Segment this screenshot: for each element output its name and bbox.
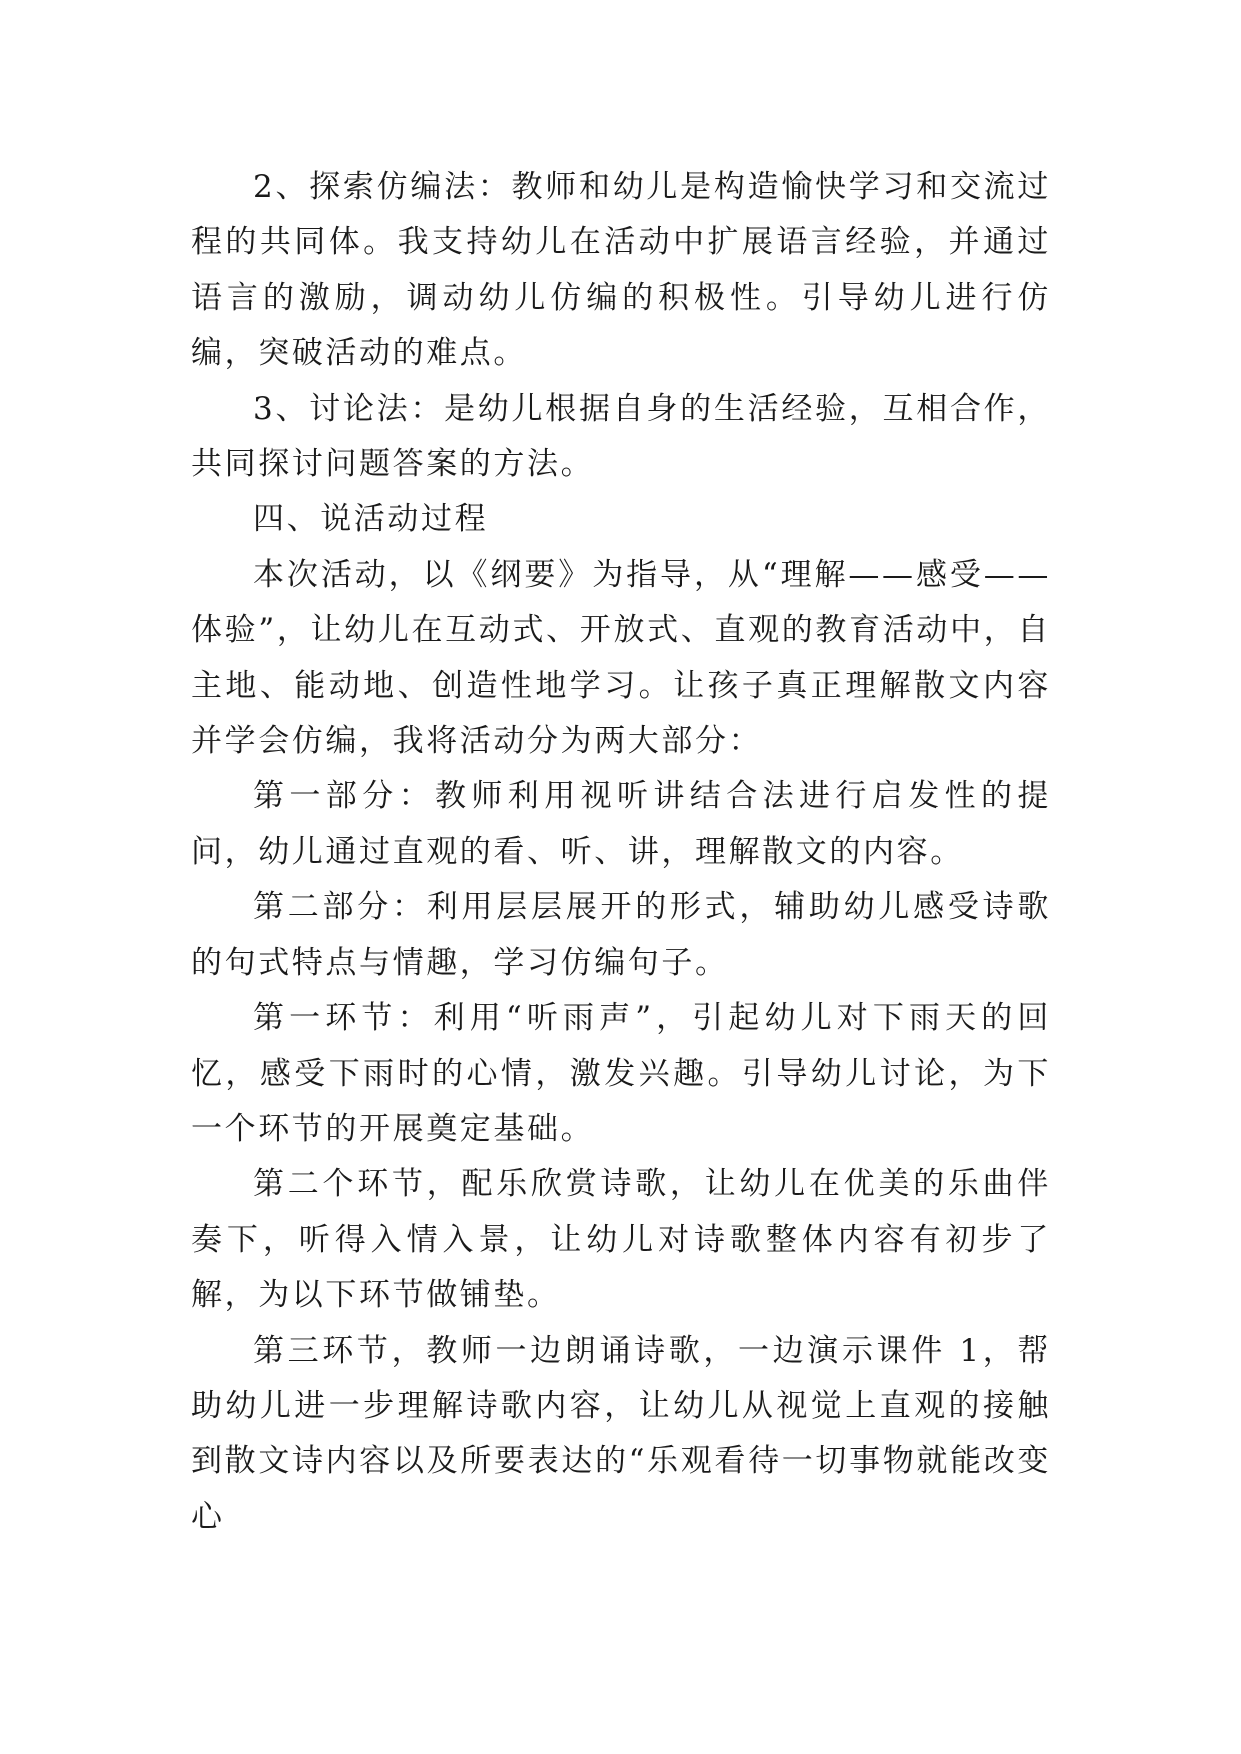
paragraph-step-one: 第一环节：利用“听雨声”，引起幼儿对下雨天的回忆，感受下雨时的心情，激发兴趣。引导幼儿讨论，为下一个环节的开展奠定基础。 — [191, 1000, 1051, 1147]
paragraph-activity-overview: 本次活动，以《纲要》为指导，从“理解——感受——体验”，让幼儿在互动式、开放式、直观的教育活动中，自主地、能动地、创造性地学习。让孩子真正理解散文内容并学会仿编，我将活动分为两大部分： — [191, 556, 1051, 760]
paragraph-step-three: 第三环节，教师一边朗诵诗歌，一边演示课件 1，帮助幼儿进一步理解诗歌内容，让幼儿从视觉上直观的接触到散文诗内容以及所要表达的“乐观看待一切事物就能改变心 — [191, 1332, 1051, 1535]
section-heading-activity-process: 四、说活动过程 — [253, 501, 489, 538]
paragraph-part-two: 第二部分：利用层层展开的形式，辅助幼儿感受诗歌的句式特点与情趣，学习仿编句子。 — [191, 889, 1051, 981]
paragraph-method-imitation: 2、探索仿编法：教师和幼儿是构造愉快学习和交流过程的共同体。我支持幼儿在活动中扩展语言经验，并通过语言的激励，调动幼儿仿编的积极性。引导幼儿进行仿编，突破活动的难点。 — [191, 169, 1051, 372]
paragraph-part-one: 第一部分：教师利用视听讲结合法进行启发性的提问，幼儿通过直观的看、听、讲，理解散文的内容。 — [191, 778, 1051, 870]
paragraph-step-two: 第二个环节，配乐欣赏诗歌，让幼儿在优美的乐曲伴奏下，听得入情入景，让幼儿对诗歌整体内容有初步了解，为以下环节做铺垫。 — [191, 1166, 1051, 1314]
document-body — [191, 160, 1051, 1545]
paragraph-method-discussion: 3、讨论法：是幼儿根据自身的生活经验，互相合作，共同探讨问题答案的方法。 — [191, 390, 1051, 483]
